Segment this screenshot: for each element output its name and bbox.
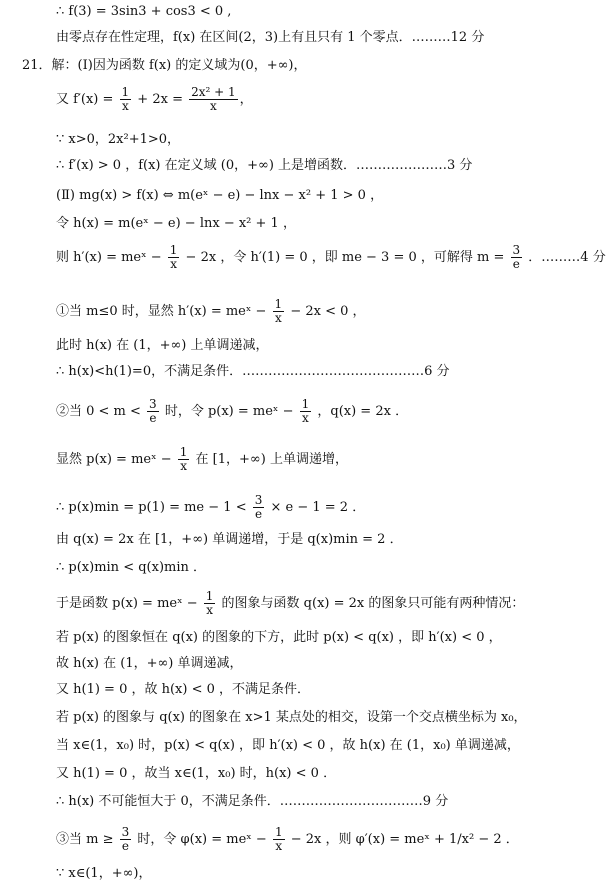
fraction (300, 398, 312, 425)
line-18-pre: 于是函数 p(x) = meˣ − (56, 596, 202, 611)
line-15-mid: × e − 1 = 2 ． (266, 500, 366, 515)
fraction (120, 86, 132, 113)
denominator: x (180, 459, 187, 473)
denominator: e (149, 411, 157, 425)
fraction (253, 494, 265, 521)
numerator: 3 (149, 397, 157, 411)
text-line-5: ∵ x>0，2x²+1>0， (56, 132, 181, 147)
line-26-mid: 时，令 φ(x) = meˣ − (133, 832, 271, 847)
denominator: x (302, 411, 309, 425)
text-line-18 (56, 590, 549, 617)
numerator: 1 (274, 825, 283, 839)
line-4-pre: 又 f′(x) = (56, 92, 118, 107)
denominator: x (274, 311, 282, 325)
fraction (511, 244, 523, 271)
numerator: 3 (254, 493, 263, 507)
denominator: e (121, 839, 129, 853)
line-15-pre: ∴ p(x)min = p(1) = me − 1 < (56, 500, 251, 515)
numerator: 1 (169, 243, 178, 257)
text-line-1: ∴ f(3) = 3sin3 + cos3 < 0 , (56, 4, 232, 19)
line-13-post: ，q(x) = 2x ． (313, 404, 409, 419)
text-line-16: 由 q(x) = 2x 在 [1，+∞) 单调递增，于是 q(x)min = 2 ． (56, 532, 403, 547)
text-line-17: ∴ p(x)min < q(x)min ． (56, 560, 207, 575)
problem-21-header: 21．解：(Ⅰ)因为函数 f(x) 的定义域为(0，+∞)， (22, 58, 307, 73)
denominator: x (275, 839, 283, 853)
fraction (189, 86, 238, 113)
denominator: x (121, 99, 129, 113)
fraction (204, 590, 216, 617)
numerator: 2x² + 1 (191, 85, 236, 99)
text-line-22: 若 p(x) 的图象与 q(x) 的图象在 x>1 某点处的相交，设第一个交点横坐标为 x₀， (56, 710, 527, 725)
text-line-6: ∴ f′(x) > 0 ，f(x) 在定义域 (0，+∞) 上是增函数．…………………3 分 (56, 158, 473, 173)
denominator: x (206, 603, 213, 617)
line-26-post: − 2x ，则 φ′(x) = meˣ + 1/x² − 2 ． (286, 832, 519, 847)
line-9-post: ．………4 分 (524, 250, 606, 265)
denominator: e (254, 507, 263, 521)
text-line-13 (56, 398, 549, 425)
line-10-pre: ①当 m≤0 时，显然 h′(x) = meˣ − (56, 304, 271, 319)
line-26-pre: ③当 m ≥ (56, 832, 118, 847)
denominator: x (209, 99, 217, 113)
line-9-pre: 则 h′(x) = meˣ − (56, 250, 166, 265)
line-14-pre: 显然 p(x) = meˣ − (56, 452, 176, 467)
line-10-mid: − 2x < 0 ， (286, 304, 366, 319)
line-9-mid: − 2x ，令 h′(1) = 0 ，即 me − 3 = 0 ，可解得 m = (181, 250, 509, 265)
text-line-15 (56, 494, 549, 521)
line-14-mid: 在 [1，+∞) 上单调递增， (191, 452, 348, 467)
line-4-mid: + 2x = (133, 92, 188, 107)
text-line-11: 此时 h(x) 在 (1，+∞) 上单调递减， (56, 338, 269, 353)
text-line-14 (56, 446, 549, 473)
denominator: e (512, 257, 520, 271)
text-line-21: 又 h(1) = 0 ，故 h(x) < 0 ，不满足条件． (56, 682, 311, 697)
text-line-25: ∴ h(x) 不可能恒大于 0，不满足条件．……………………………9 分 (56, 794, 449, 809)
text-line-2: 由零点存在性定理，f(x) 在区间(2，3)上有且只有 1 个零点．………12 分 (56, 30, 485, 45)
numerator: 1 (274, 297, 283, 311)
numerator: 3 (512, 243, 521, 257)
text-line-20: 故 h(x) 在 (1，+∞) 单调递减， (56, 656, 243, 671)
line-18-mid: 的图象与函数 q(x) = 2x 的图象只可能有两种情况： (217, 596, 525, 611)
text-line-7: (Ⅱ) mg(x) > f(x) ⇔ m(eˣ − e) − lnx − x² + 1 > 0 ， (56, 188, 384, 203)
fraction (168, 244, 180, 271)
text-line-10 (56, 298, 549, 325)
text-line-27: ∵ x∈(1，+∞)， (56, 866, 152, 881)
text-line-24: 又 h(1) = 0 ，故当 x∈(1，x₀) 时，h(x) < 0 ． (56, 766, 337, 781)
line-13-mid: 时，令 p(x) = meˣ − (160, 404, 298, 419)
fraction (273, 298, 285, 325)
text-line-9 (56, 243, 606, 271)
text-line-23: 当 x∈(1，x₀) 时，p(x) < q(x) ，即 h′(x) < 0 ，故 h(x) 在 (1，x₀) 单调递减， (56, 738, 520, 753)
text-line-4 (56, 86, 549, 113)
text-line-8: 令 h(x) = m(eˣ − e) − lnx − x² + 1 ， (56, 216, 296, 231)
fraction (147, 398, 159, 425)
fraction (178, 446, 190, 473)
fraction (273, 826, 285, 853)
numerator: 1 (121, 85, 130, 99)
text-line-12: ∴ h(x)<h(1)=0，不满足条件．……………………………………6 分 (56, 364, 450, 379)
line-13-pre: ②当 0 < m < (56, 404, 146, 419)
line-4-post: ， (239, 92, 253, 107)
numerator: 1 (205, 589, 214, 603)
text-line-19: 若 p(x) 的图象恒在 q(x) 的图象的下方，此时 p(x) < q(x) ，即 h′(x) < 0 ， (56, 630, 502, 645)
numerator: 1 (179, 445, 188, 459)
fraction (120, 826, 132, 853)
denominator: x (170, 257, 177, 271)
numerator: 3 (121, 825, 130, 839)
numerator: 1 (301, 397, 310, 411)
text-line-26 (56, 826, 549, 853)
